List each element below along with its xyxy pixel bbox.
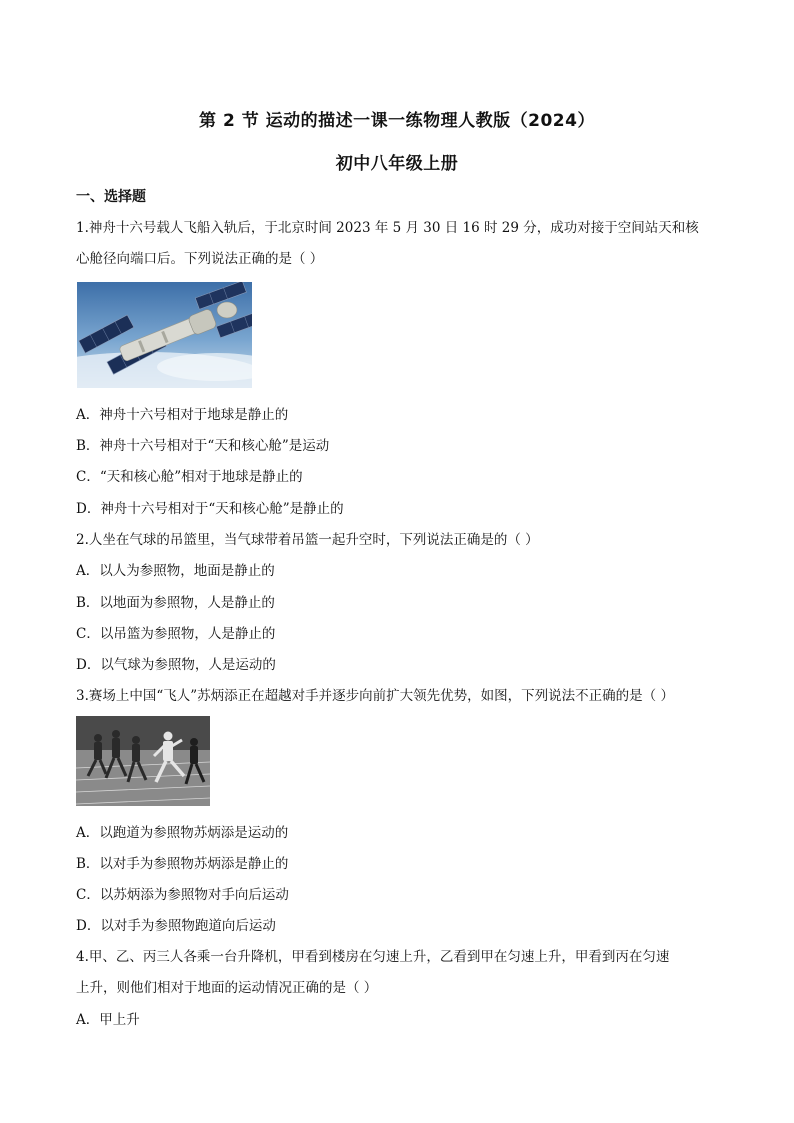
question-3-option-a: A．以跑道为参照物苏炳添是运动的 (76, 825, 289, 841)
question-3-option-b: B．以对手为参照物苏炳添是静止的 (76, 856, 289, 872)
question-3-stem-line-1: 3.赛场上中国“飞人”苏炳添正在超越对手并逐步向前扩大领先优势，如图，下列说法不正确的是（ ） (76, 688, 674, 704)
question-2-option-b: B．以地面为参照物，人是静止的 (76, 595, 275, 611)
question-2-stem-line-1: 2.人坐在气球的吊篮里，当气球带着吊篮一起升空时，下列说法正确是的（ ） (76, 532, 539, 548)
question-4-stem-line-2: 上升，则他们相对于地面的运动情况正确的是（ ） (76, 980, 378, 996)
question-4-option-a: A．甲上升 (76, 1012, 140, 1028)
question-1-option-c: C．“天和核心舱”相对于地球是静止的 (76, 469, 303, 485)
question-1-stem-line-2: 心舱径向端口后。下列说法正确的是（ ） (76, 251, 324, 267)
section-heading: 一、选择题 (76, 189, 146, 205)
question-1-option-b: B．神舟十六号相对于“天和核心舱”是运动 (76, 438, 330, 454)
question-2-option-d: D．以气球为参照物，人是运动的 (76, 657, 276, 673)
sprint-race-photo (76, 716, 210, 806)
question-2-option-c: C．以吊篮为参照物，人是静止的 (76, 626, 276, 642)
spacecraft-docking-photo (77, 282, 252, 388)
question-2-option-a: A．以人为参照物，地面是静止的 (76, 563, 275, 579)
page-title: 第 2 节 运动的描述一课一练物理人教版（2024） (199, 111, 595, 131)
question-3-option-d: D．以对手为参照物跑道向后运动 (76, 918, 276, 934)
question-1-option-a: A．神舟十六号相对于地球是静止的 (76, 407, 289, 423)
question-4-stem-line-1: 4.甲、乙、丙三人各乘一台升降机，甲看到楼房在匀速上升，乙看到甲在匀速上升，甲看到丙在匀速 (76, 949, 670, 965)
question-1-option-d: D．神舟十六号相对于“天和核心舱”是静止的 (76, 501, 344, 517)
question-3-option-c: C．以苏炳添为参照物对手向后运动 (76, 887, 289, 903)
page-subtitle: 初中八年级上册 (335, 154, 459, 174)
question-1-stem-line-1: 1.神舟十六号载人飞船入轨后，于北京时间 2023 年 5 月 30 日 16 时 29 分，成功对接于空间站天和核 (76, 220, 699, 236)
